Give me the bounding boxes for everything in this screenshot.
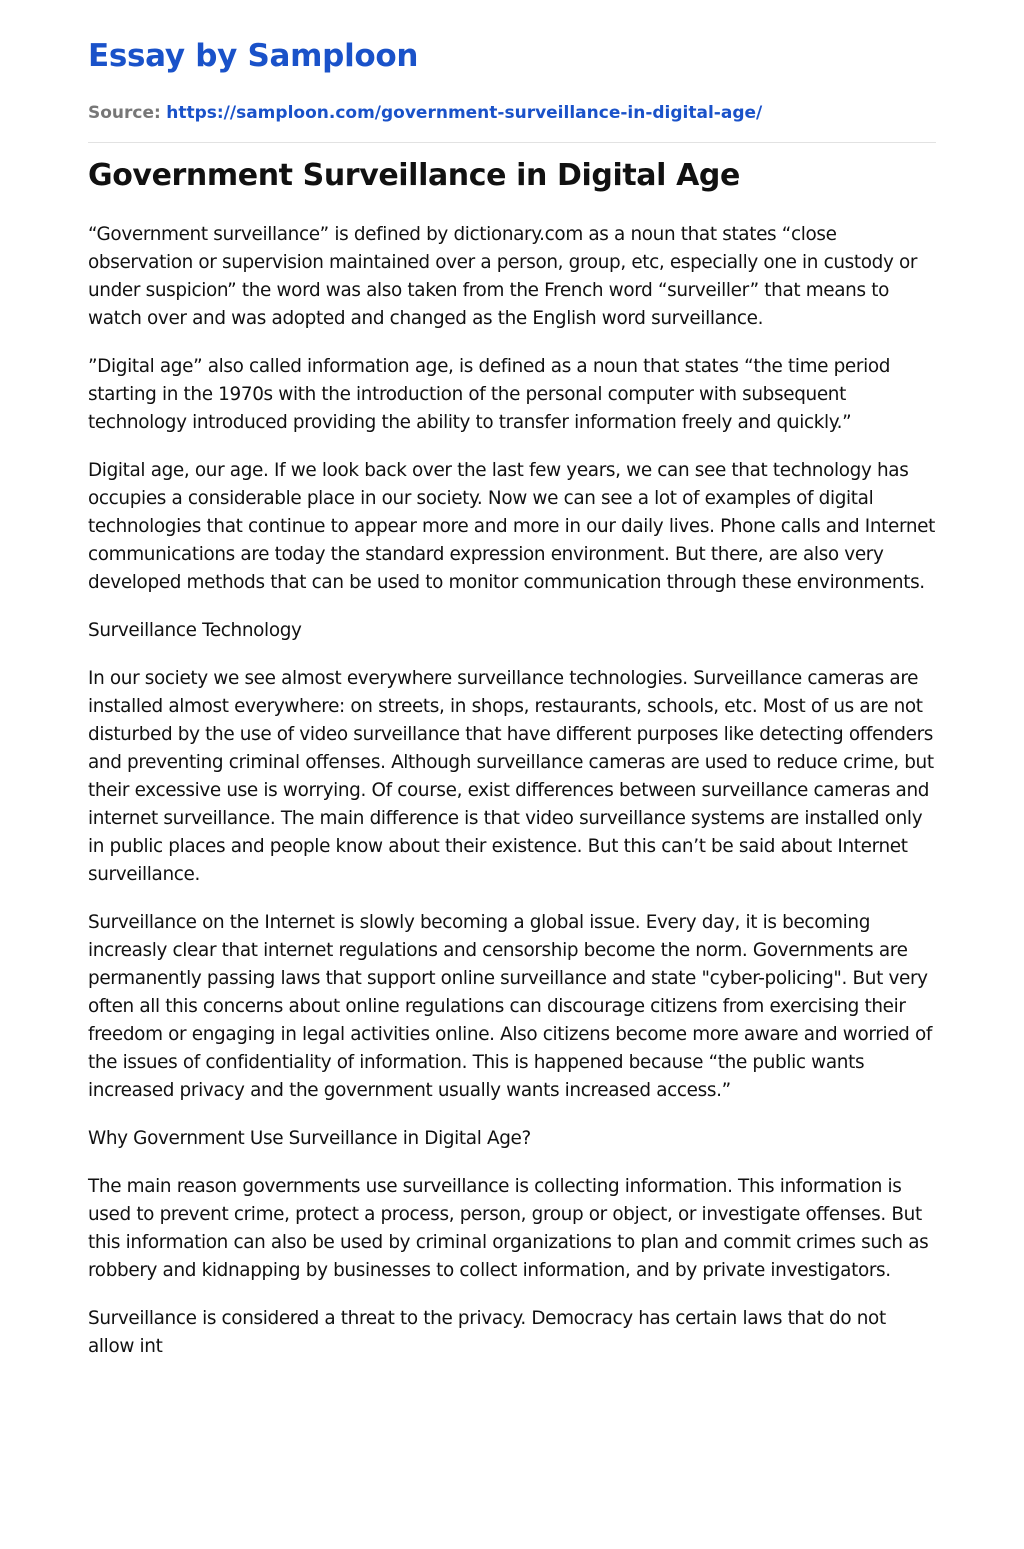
source-line [88,101,762,125]
paragraph: In our society we see almost everywhere surveillance technologies. Surveillance cameras are installed almost everywhere: on streets, in shops, restaurants, schools, etc. Most of us are not disturbed by the use of video surveillance that have different purposes like detecting offenders and preventing criminal offenses. Although surveillance cameras are used to reduce crime, but their excessive use is worrying. Of course, exist differences between surveillance cameras and internet surveillance. The main difference is that video surveillance systems are installed only in public places and people know about their existence. But this can’t be said about Internet surveillance. [88,668,934,885]
article-body [88,221,936,1381]
section-heading: Surveillance Technology [88,620,302,641]
paragraph: Surveillance is considered a threat to the privacy. Democracy has certain laws that do not allow int [88,1308,886,1357]
brand-title: Essay by Samploon [88,38,419,74]
section-heading: Why Government Use Surveillance in Digital Age? [88,1128,531,1149]
paragraph: The main reason governments use surveillance is collecting information. This information is used to prevent crime, protect a process, person, group or object, or investigate offenses. But this information can also be used by criminal organizations to plan and commit crimes such as robbery and kidnapping by businesses to collect information, and by private investigators. [88,1176,929,1281]
article-title: Government Surveillance in Digital Age [88,158,740,193]
paragraph: Digital age, our age. If we look back over the last few years, we can see that technology has occupies a considerable place in our society. Now we can see a lot of examples of digital technologies that continue to appear more and more in our daily lives. Phone calls and Internet communications are today the standard expression environment. But there, are also very developed methods that can be used to monitor communication through these environments. [88,460,935,593]
paragraph: Surveillance on the Internet is slowly becoming a global issue. Every day, it is becoming increasly clear that internet regulations and censorship become the norm. Governments are permanently passing laws that support online surveillance and state "cyber-policing". But very often all this concerns about online regulations can discourage citizens from exercising their freedom or engaging in legal activities online. Also citizens become more aware and worried of the issues of confidentiality of information. This is happened because “the public wants increased privacy and the government usually wants increased access.” [88,912,933,1101]
header-divider [88,142,936,143]
source-label: Source: [88,103,161,123]
paragraph: “Government surveillance” is defined by dictionary.com as a noun that states “close observation or supervision maintained over a person, group, etc, especially one in custody or under suspicion” the word was also taken from the French word “surveiller” that means to watch over and was adopted and changed as the English word surveillance. [88,224,918,329]
paragraph: ”Digital age” also called information age, is defined as a noun that states “the time period starting in the 1970s with the introduction of the personal computer with subsequent technology introduced providing the ability to transfer information freely and quickly.” [88,356,891,433]
source-link[interactable]: https://samploon.com/government-surveillance-in-digital-age/ [166,103,763,123]
